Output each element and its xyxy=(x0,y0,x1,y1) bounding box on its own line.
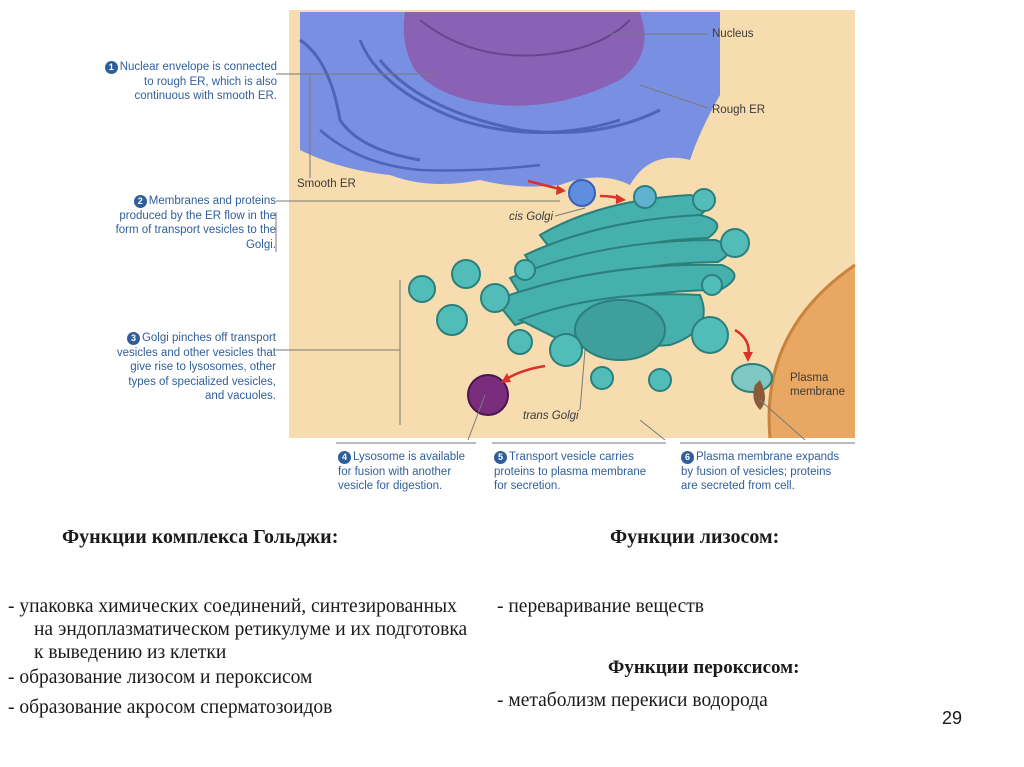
step-2-line: produced by the ER flow in the xyxy=(119,209,276,222)
step-3-number: 3 xyxy=(127,332,140,345)
golgi-function-item: - образование акросом сперматозоидов xyxy=(8,697,333,718)
peroxisome-heading: Функции пероксисом: xyxy=(608,657,800,678)
step-5-line: proteins to plasma membrane xyxy=(494,465,647,478)
fusing-vesicle xyxy=(732,364,772,392)
lysosome-heading: Функции лизосом: xyxy=(610,526,780,548)
step-6-line: by fusion of vesicles; proteins xyxy=(681,465,832,478)
step-1-number: 1 xyxy=(105,61,118,74)
step-5-line: Transport vesicle carries xyxy=(509,451,634,463)
golgi-function-item: - упаковка химических соединений, синтезированных на эндоплазматическом ретикулуме и их подготовка к выведению из клетки xyxy=(8,596,468,663)
peroxisome-function-list xyxy=(497,689,917,712)
step-3-line: Golgi pinches off transport xyxy=(141,332,276,344)
step-3-line: give rise to lysosomes, other xyxy=(130,361,276,373)
plasma-label-line1: Plasma xyxy=(790,372,829,384)
step-1-caption xyxy=(87,60,277,104)
cis-golgi-label: cis Golgi xyxy=(509,211,554,223)
step-6-line: Plasma membrane expands xyxy=(696,451,840,463)
step-6-number: 6 xyxy=(681,451,694,464)
nucleus-label: Nucleus xyxy=(712,28,754,40)
step-3-caption xyxy=(80,331,276,404)
step-4-number: 4 xyxy=(338,451,351,464)
step-4-caption xyxy=(338,450,488,494)
lysosome-function-item: - переваривание веществ xyxy=(497,596,704,617)
plasma-label-line2: membrane xyxy=(790,386,845,398)
step-2-line: Membranes and proteins xyxy=(148,195,276,207)
step-2-caption xyxy=(80,194,276,252)
step-3-line: types of specialized vesicles, xyxy=(128,375,276,388)
smooth-er-label: Smooth ER xyxy=(297,178,356,190)
step-3-line: vesicles and other vesicles that xyxy=(116,346,276,359)
golgi-cisterna xyxy=(575,300,665,360)
step-2-line: form of transport vesicles to the xyxy=(115,224,276,236)
transport-vesicle xyxy=(569,180,595,206)
step-5-number: 5 xyxy=(494,451,507,464)
step-1-line: to rough ER, which is also xyxy=(144,75,277,88)
step-2-line: Golgi. xyxy=(245,238,276,251)
page-number: 29 xyxy=(942,708,963,728)
lysosome xyxy=(468,375,508,415)
trans-golgi-label: trans Golgi xyxy=(523,410,579,422)
step-4-line: vesicle for digestion. xyxy=(338,480,443,492)
step-4-line: for fusion with another xyxy=(338,465,452,478)
step-1-line: Nuclear envelope is connected xyxy=(119,61,277,73)
transport-vesicle xyxy=(634,186,656,208)
step-1-line: continuous with smooth ER. xyxy=(134,90,277,102)
step-6-line: are secreted from cell. xyxy=(681,480,795,492)
step-2-number: 2 xyxy=(134,195,147,208)
step-5-caption xyxy=(494,450,674,494)
step-5-line: for secretion. xyxy=(494,480,561,492)
peroxisome-function-item: - метаболизм перекиси водорода xyxy=(497,690,768,711)
golgi-function-item: - образование лизосом и пероксисом xyxy=(8,667,313,688)
golgi-function-list xyxy=(8,595,478,719)
rough-er-label: Rough ER xyxy=(712,104,766,116)
golgi-heading: Функции комплекса Гольджи: xyxy=(62,526,339,548)
step-6-caption xyxy=(681,450,861,494)
lysosome-function-list xyxy=(497,595,917,618)
step-4-line: Lysosome is available xyxy=(353,451,466,463)
step-3-line: and vacuoles. xyxy=(205,390,276,402)
